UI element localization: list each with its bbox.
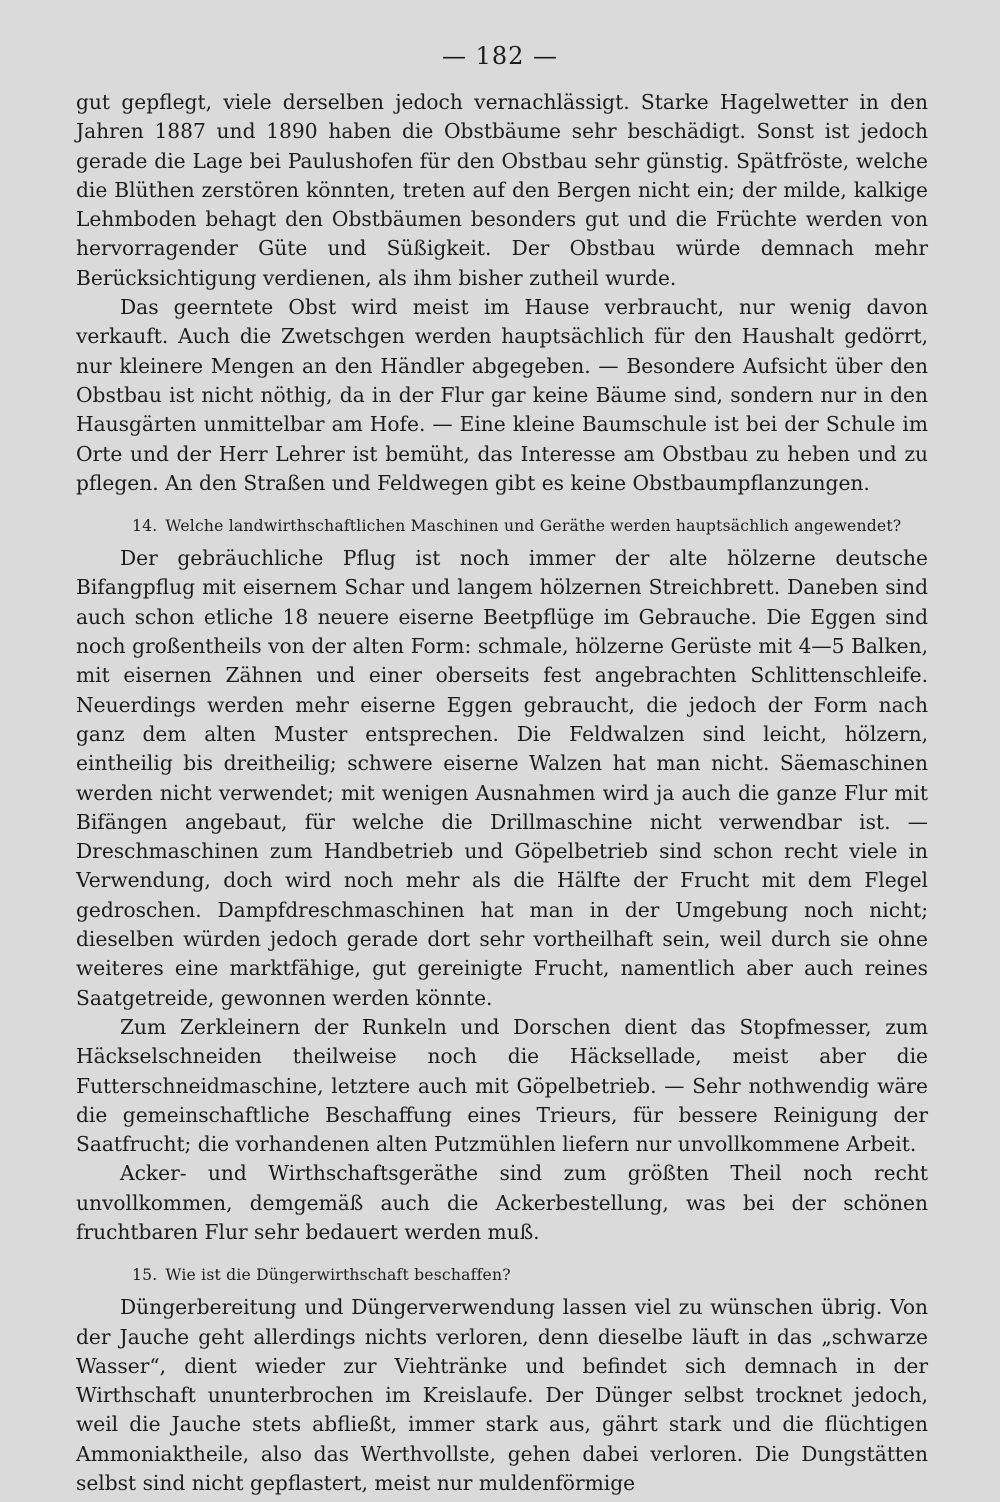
section-number-14: 14.: [132, 517, 158, 536]
paragraph-machinery: Der gebräuchliche Pflug ist noch immer der alte hölzerne deutsche Bifangpflug mit eisernem Schar und langem hölzernen Streichbrett. Daneben sind auch schon etliche 18 neuere eiserne Beetpflüge im Gebrauche. Die Eggen sind noch großentheils von der alten Form: schmale, hölzerne Gerüste mit 4—5 Balken, mit eisernen Zähnen und einer oberseits fest angebrachten Schlittenschleife. Neuerdings werden mehr eiserne Eggen gebraucht, die jedoch der Form nach ganz dem alten Muster entsprechen. Die Feldwalzen sind leicht, hölzern, eintheilig bis dreitheilig; schwere eiserne Walzen hat man nicht. Säemaschinen werden nicht verwendet; mit wenigen Ausnahmen wird ja auch die ganze Flur mit Bifängen angebaut, für welche die Drillmaschine nicht verwendbar ist. — Dreschmaschinen zum Handbetrieb und Göpelbetrieb sind schon recht viele in Verwendung, doch wird noch mehr als die Hälfte der Frucht mit dem Flegel gedroschen. Dampfdreschmaschinen hat man in der Umgebung noch nicht; dieselben würden jedoch gerade dort sehr vortheilhaft sein, weil durch sie ohne weiteres eine marktfähige, gut gereinigte Frucht, namentlich aber auch reines Saatgetreide, gewonnen werden könnte.: [76, 546, 928, 1010]
section-number-15: 15.: [132, 1266, 158, 1285]
paragraph-fruit-care: gut gepflegt, viele derselben jedoch vernachlässigt. Starke Hagelwetter in den Jahren 1887 und 1890 haben die Obstbäume sehr beschädigt. Sonst ist jedoch gerade die Lage bei Paulushofen für den Obstbau sehr günstig. Spätfröste, welche die Blüthen zerstören könnten, treten auf den Bergen nicht ein; der milde, kalkige Lehmboden behagt den Obstbäumen besonders gut und die Früchte werden von hervorragender Güte und Süßigkeit. Der Obstbau würde demnach mehr Berücksichtigung verdienen, als ihm bisher zutheil wurde.: [76, 90, 928, 290]
paragraph-implements: Acker- und Wirthschaftsgeräthe sind zum größten Theil noch recht unvollkommen, demgemäß auch die Ackerbestellung, was bei der schönen fruchtbaren Flur sehr bedauert werden muß.: [76, 1161, 928, 1244]
paragraph-manure: Düngerbereitung und Düngerverwendung lassen viel zu wünschen übrig. Von der Jauche geht allerdings nichts verloren, denn dieselbe läuft in das „schwarze Wasser“, dient wieder zur Viehtränke und befindet sich demnach in der Wirthschaft ununterbrochen im Kreislaufe. Der Dünger selbst trocknet jedoch, weil die Jauche stets abfließt, immer stark aus, gährt stark und die flüchtigen Ammoniaktheile, also das Werthvollste, gehen dabei verloren. Die Dungstätten selbst sind nicht gepflastert, meist nur muldenförmige: [76, 1295, 928, 1496]
paragraph-fruit-use: Das geerntete Obst wird meist im Hause verbraucht, nur wenig davon verkauft. Auch die Zwetschgen werden hauptsächlich für den Haushalt gedörrt, nur kleinere Mengen an den Händler abgegeben. — Besondere Aufsicht über den Obstbau ist nicht nöthig, da in der Flur gar keine Bäume sind, sondern nur in den Hausgärten unmittelbar am Hofe. — Eine kleine Baumschule ist bei der Schule im Orte und der Herr Lehrer ist bemüht, das Interesse am Obstbau zu heben und zu pflegen. An den Straßen und Feldwegen gibt es keine Obstbaumpflanzungen.: [76, 295, 928, 495]
section-heading-14: [76, 514, 928, 538]
page-body: [76, 88, 928, 1498]
section-title-14: Welche landwirthschaftlichen Maschinen und Geräthe werden hauptsächlich angewendet?: [165, 517, 902, 536]
page-number: — 182 —: [441, 42, 559, 70]
section-heading-15: [76, 1263, 928, 1287]
section-title-15: Wie ist die Düngerwirthschaft beschaffen?: [165, 1266, 511, 1285]
paragraph-chopping: Zum Zerkleinern der Runkeln und Dorschen dient das Stopfmesser, zum Häckselschneiden theilweise noch die Häcksellade, meist aber die Futterschneidmaschine, letztere auch mit Göpelbetrieb. — Sehr nothwendig wäre die gemeinschaftliche Beschaffung eines Trieurs, für bessere Reinigung der Saatfrucht; die vorhandenen alten Putzmühlen liefern nur unvollkommene Arbeit.: [76, 1014, 928, 1157]
